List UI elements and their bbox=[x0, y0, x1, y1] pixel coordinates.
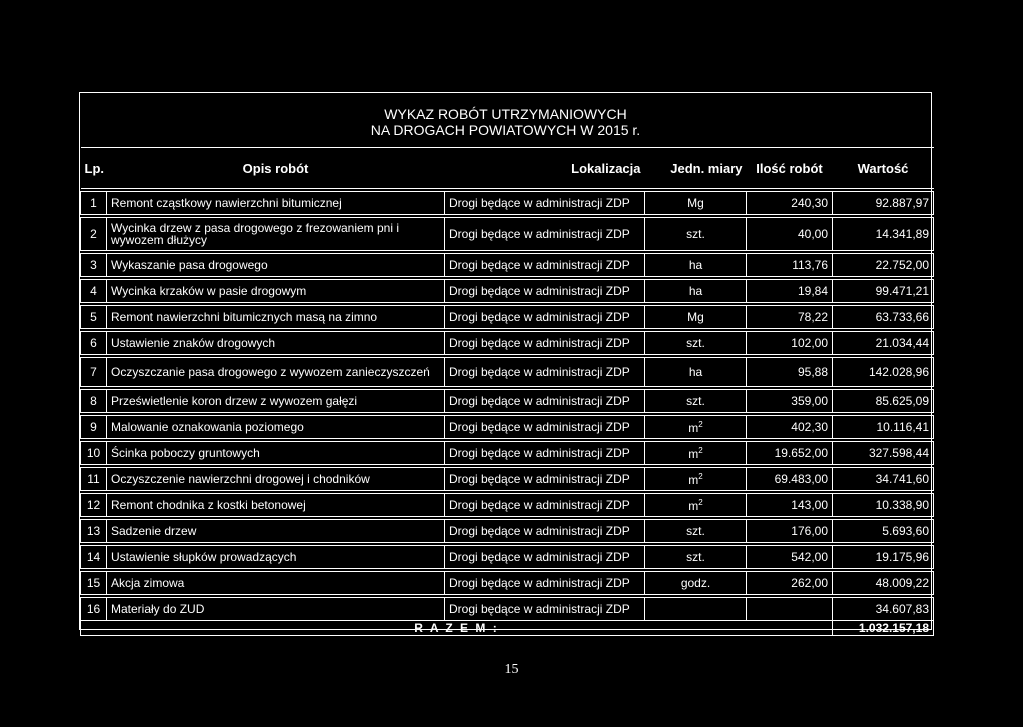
table-row bbox=[81, 494, 934, 517]
row-quantity bbox=[747, 332, 833, 355]
row-description bbox=[107, 598, 445, 621]
unit-superscript: 2 bbox=[698, 419, 703, 429]
row-quantity-text: 402,30 bbox=[791, 420, 828, 434]
row-quantity bbox=[747, 416, 833, 439]
row-quantity-text: 19.652,00 bbox=[774, 446, 828, 460]
table-row bbox=[81, 280, 934, 303]
row-lp-text: 14 bbox=[86, 550, 101, 564]
table-row bbox=[81, 332, 934, 355]
row-location bbox=[445, 390, 645, 413]
row-quantity bbox=[747, 468, 833, 491]
row-location bbox=[445, 598, 645, 621]
row-quantity bbox=[747, 218, 833, 251]
row-lp-text: 3 bbox=[90, 258, 97, 272]
row-unit-text: m bbox=[688, 498, 699, 513]
works-table bbox=[80, 147, 934, 636]
row-location bbox=[445, 416, 645, 439]
row-value-text: 10.116,41 bbox=[876, 420, 929, 434]
row-unit-text: szt. bbox=[686, 550, 705, 564]
row-description bbox=[107, 218, 445, 251]
row-location bbox=[445, 192, 645, 215]
row-location bbox=[445, 442, 645, 465]
row-unit-text: m bbox=[688, 472, 699, 487]
row-location-text: Drogi będące w administracji ZDP bbox=[449, 365, 630, 379]
row-location-text: Drogi będące w administracji ZDP bbox=[449, 446, 630, 460]
row-lp bbox=[81, 218, 107, 251]
row-unit bbox=[645, 254, 747, 277]
row-lp-text: 12 bbox=[86, 498, 101, 512]
table-row bbox=[81, 572, 934, 595]
row-unit bbox=[645, 442, 747, 465]
row-description bbox=[107, 192, 445, 215]
row-description bbox=[107, 468, 445, 491]
row-lp bbox=[81, 358, 107, 387]
row-description bbox=[107, 572, 445, 595]
row-lp bbox=[81, 306, 107, 329]
row-location-text: Drogi będące w administracji ZDP bbox=[449, 420, 630, 434]
document-title-line2: NA DROGACH POWIATOWYCH W 2015 r. bbox=[370, 122, 641, 138]
row-lp-text: 6 bbox=[90, 336, 97, 350]
row-lp bbox=[81, 598, 107, 621]
row-value-text: 99.471,21 bbox=[875, 284, 929, 298]
unit-superscript: 2 bbox=[698, 471, 703, 481]
row-location-text: Drogi będące w administracji ZDP bbox=[449, 394, 630, 408]
row-description-text: Sadzenie drzew bbox=[111, 524, 197, 538]
row-description-text: Prześwietlenie koron drzew z wywozem gałęzi bbox=[111, 394, 358, 408]
table-row bbox=[81, 416, 934, 439]
total-label bbox=[81, 621, 833, 636]
row-value-text: 5.693,60 bbox=[882, 524, 929, 538]
row-description-text: Materiały do ZUD bbox=[111, 602, 205, 616]
row-location-text: Drogi będące w administracji ZDP bbox=[449, 472, 630, 486]
row-unit-text: szt. bbox=[686, 336, 705, 350]
row-unit-text: szt. bbox=[686, 394, 705, 408]
table-row bbox=[81, 598, 934, 621]
row-description-text: Remont nawierzchni bitumicznych masą na zimno bbox=[111, 310, 378, 324]
row-lp-text: 5 bbox=[90, 310, 97, 324]
row-description bbox=[107, 390, 445, 413]
row-quantity-text: 95,88 bbox=[797, 365, 828, 379]
row-description-text: Ścinka poboczy gruntowych bbox=[111, 446, 260, 460]
col-header-quantity: Ilość robót bbox=[747, 148, 833, 189]
row-description-text: Wykaszanie pasa drogowego bbox=[111, 258, 268, 272]
row-lp-text: 4 bbox=[90, 284, 97, 298]
row-description-text: Remont cząstkowy nawierzchni bitumicznej bbox=[111, 196, 342, 210]
row-location-text: Drogi będące w administracji ZDP bbox=[449, 602, 630, 616]
row-location-text: Drogi będące w administracji ZDP bbox=[449, 284, 630, 298]
row-value bbox=[833, 468, 934, 491]
row-description bbox=[107, 520, 445, 543]
row-unit-text: m bbox=[688, 446, 699, 461]
row-unit-text: Mg bbox=[687, 310, 704, 324]
total-row bbox=[81, 621, 934, 636]
row-unit bbox=[645, 494, 747, 517]
row-description-text: Malowanie oznakowania poziomego bbox=[111, 420, 304, 434]
row-lp bbox=[81, 416, 107, 439]
row-value-text: 48.009,22 bbox=[875, 576, 929, 590]
row-quantity bbox=[747, 192, 833, 215]
table-body bbox=[81, 189, 934, 636]
row-unit-text: Mg bbox=[687, 196, 704, 210]
table-row bbox=[81, 442, 934, 465]
row-value bbox=[833, 218, 934, 251]
total-label-text: R A Z E M : bbox=[414, 621, 499, 635]
row-location-text: Drogi będące w administracji ZDP bbox=[449, 227, 630, 241]
row-quantity bbox=[747, 572, 833, 595]
row-unit-text: ha bbox=[688, 284, 703, 298]
table-row bbox=[81, 546, 934, 569]
row-quantity-text: 143,00 bbox=[791, 498, 828, 512]
row-unit bbox=[645, 280, 747, 303]
row-location bbox=[445, 494, 645, 517]
row-quantity-text: 176,00 bbox=[791, 524, 828, 538]
row-unit bbox=[645, 598, 747, 621]
row-description bbox=[107, 546, 445, 569]
row-quantity bbox=[747, 442, 833, 465]
row-value bbox=[833, 390, 934, 413]
row-location-text: Drogi będące w administracji ZDP bbox=[449, 498, 630, 512]
row-quantity-text: 113,76 bbox=[792, 258, 828, 272]
row-description-text: Oczyszczenie nawierzchni drogowej i chodników bbox=[111, 472, 370, 486]
row-description-text: Ustawienie znaków drogowych bbox=[111, 336, 276, 350]
row-value bbox=[833, 280, 934, 303]
row-unit bbox=[645, 546, 747, 569]
row-description bbox=[107, 442, 445, 465]
row-description-text: Ustawienie słupków prowadzących bbox=[111, 550, 297, 564]
col-header-unit: Jedn. miary bbox=[645, 148, 747, 189]
row-lp-text: 8 bbox=[90, 394, 97, 408]
row-unit-text: ha bbox=[688, 365, 703, 379]
row-lp-text: 2 bbox=[90, 227, 97, 241]
col-header-location: Lokalizacja bbox=[445, 148, 645, 189]
row-description-text: Akcja zimowa bbox=[111, 576, 185, 590]
page-number: 15 bbox=[504, 662, 519, 677]
col-header-value: Wartość bbox=[833, 148, 934, 189]
row-quantity bbox=[747, 494, 833, 517]
row-quantity bbox=[747, 520, 833, 543]
row-location bbox=[445, 468, 645, 491]
row-unit bbox=[645, 358, 747, 387]
row-value bbox=[833, 254, 934, 277]
row-value-text: 14.341,89 bbox=[875, 227, 929, 241]
row-description bbox=[107, 254, 445, 277]
total-value-text: 1.032.157,18 bbox=[858, 621, 929, 635]
row-unit-text: szt. bbox=[686, 524, 705, 538]
row-lp bbox=[81, 254, 107, 277]
row-value-text: 34.741,60 bbox=[875, 472, 929, 486]
row-lp-text: 15 bbox=[86, 576, 101, 590]
row-lp bbox=[81, 192, 107, 215]
row-lp-text: 7 bbox=[90, 365, 97, 379]
row-quantity-text: 40,00 bbox=[797, 227, 828, 241]
row-quantity bbox=[747, 546, 833, 569]
row-location-text: Drogi będące w administracji ZDP bbox=[449, 310, 630, 324]
row-location bbox=[445, 332, 645, 355]
row-value bbox=[833, 358, 934, 387]
row-lp-text: 1 bbox=[90, 196, 97, 210]
row-lp bbox=[81, 280, 107, 303]
row-lp bbox=[81, 390, 107, 413]
row-quantity bbox=[747, 598, 833, 621]
row-lp-text: 9 bbox=[90, 420, 97, 434]
row-unit bbox=[645, 572, 747, 595]
row-value-text: 92.887,97 bbox=[875, 196, 929, 210]
row-lp-text: 16 bbox=[86, 602, 101, 616]
row-unit bbox=[645, 520, 747, 543]
row-unit bbox=[645, 416, 747, 439]
table-row bbox=[81, 218, 934, 251]
row-location-text: Drogi będące w administracji ZDP bbox=[449, 550, 630, 564]
row-unit bbox=[645, 218, 747, 251]
col-header-description: Opis robót bbox=[107, 148, 445, 189]
table-header-row bbox=[81, 148, 934, 189]
row-description bbox=[107, 494, 445, 517]
row-value bbox=[833, 332, 934, 355]
row-value bbox=[833, 546, 934, 569]
unit-superscript: 2 bbox=[698, 445, 703, 455]
row-description-text: Wycinka drzew z pasa drogowego z frezowaniem pni i wywozem dłużycy bbox=[111, 221, 400, 247]
row-unit-text: godz. bbox=[680, 576, 711, 590]
row-unit-text: m bbox=[688, 420, 699, 435]
row-description bbox=[107, 280, 445, 303]
row-unit bbox=[645, 332, 747, 355]
row-value-text: 142.028,96 bbox=[868, 365, 929, 379]
row-description bbox=[107, 358, 445, 387]
row-value bbox=[833, 192, 934, 215]
row-quantity-text: 240,30 bbox=[791, 196, 828, 210]
row-location bbox=[445, 358, 645, 387]
row-lp-text: 11 bbox=[87, 472, 100, 486]
row-value-text: 19.175,96 bbox=[875, 550, 929, 564]
row-location-text: Drogi będące w administracji ZDP bbox=[449, 258, 630, 272]
row-location bbox=[445, 280, 645, 303]
row-location bbox=[445, 306, 645, 329]
row-quantity bbox=[747, 280, 833, 303]
row-unit-text: szt. bbox=[686, 227, 705, 241]
row-lp-text: 13 bbox=[86, 524, 101, 538]
row-description bbox=[107, 332, 445, 355]
works-table-frame bbox=[79, 92, 932, 635]
row-value-text: 21.034,44 bbox=[875, 336, 929, 350]
row-value bbox=[833, 494, 934, 517]
table-row bbox=[81, 520, 934, 543]
row-value-text: 22.752,00 bbox=[875, 258, 929, 272]
row-lp bbox=[81, 332, 107, 355]
row-description-text: Oczyszczanie pasa drogowego z wywozem zanieczyszczeń bbox=[111, 365, 430, 379]
row-lp-text: 10 bbox=[86, 446, 101, 460]
row-value-text: 63.733,66 bbox=[875, 310, 929, 324]
table-row bbox=[81, 306, 934, 329]
row-value bbox=[833, 572, 934, 595]
row-lp bbox=[81, 520, 107, 543]
row-quantity-text: 262,00 bbox=[791, 576, 828, 590]
row-unit-text: ha bbox=[688, 258, 703, 272]
row-quantity-text: 542,00 bbox=[791, 550, 828, 564]
row-description bbox=[107, 416, 445, 439]
row-quantity-text: 19,84 bbox=[797, 284, 828, 298]
unit-superscript: 2 bbox=[698, 497, 703, 507]
table-row bbox=[81, 358, 934, 387]
document-title-line1: WYKAZ ROBÓT UTRZYMANIOWYCH bbox=[384, 106, 627, 122]
row-quantity-text: 359,00 bbox=[791, 394, 828, 408]
row-unit bbox=[645, 192, 747, 215]
row-location bbox=[445, 546, 645, 569]
row-quantity-text: 69.483,00 bbox=[774, 472, 828, 486]
row-location bbox=[445, 572, 645, 595]
row-description bbox=[107, 306, 445, 329]
row-quantity-text: 102,00 bbox=[791, 336, 828, 350]
row-location-text: Drogi będące w administracji ZDP bbox=[449, 196, 630, 210]
row-quantity bbox=[747, 358, 833, 387]
row-unit bbox=[645, 390, 747, 413]
row-quantity-text: 78,22 bbox=[797, 310, 828, 324]
table-row bbox=[81, 390, 934, 413]
row-value bbox=[833, 416, 934, 439]
row-location-text: Drogi będące w administracji ZDP bbox=[449, 524, 630, 538]
col-header-lp: Lp. bbox=[81, 148, 107, 189]
row-quantity bbox=[747, 306, 833, 329]
row-location bbox=[445, 254, 645, 277]
row-value bbox=[833, 598, 934, 621]
row-lp bbox=[81, 442, 107, 465]
row-lp bbox=[81, 572, 107, 595]
row-unit bbox=[645, 306, 747, 329]
row-value-text: 34.607,83 bbox=[875, 602, 929, 616]
table-row bbox=[81, 468, 934, 491]
row-value-text: 327.598,44 bbox=[868, 446, 929, 460]
row-location bbox=[445, 218, 645, 251]
row-value bbox=[833, 306, 934, 329]
row-location-text: Drogi będące w administracji ZDP bbox=[449, 336, 630, 350]
row-quantity bbox=[747, 390, 833, 413]
row-quantity bbox=[747, 254, 833, 277]
row-lp bbox=[81, 546, 107, 569]
row-lp bbox=[81, 494, 107, 517]
row-unit bbox=[645, 468, 747, 491]
row-lp bbox=[81, 468, 107, 491]
table-row bbox=[81, 254, 934, 277]
row-location-text: Drogi będące w administracji ZDP bbox=[449, 576, 630, 590]
row-description-text: Remont chodnika z kostki betonowej bbox=[111, 498, 306, 512]
row-value-text: 10.338,90 bbox=[875, 498, 929, 512]
total-value bbox=[833, 621, 934, 636]
row-description-text: Wycinka krzaków w pasie drogowym bbox=[111, 284, 307, 298]
row-location bbox=[445, 520, 645, 543]
row-value bbox=[833, 520, 934, 543]
table-row bbox=[81, 192, 934, 215]
row-value bbox=[833, 442, 934, 465]
row-value-text: 85.625,09 bbox=[875, 394, 929, 408]
